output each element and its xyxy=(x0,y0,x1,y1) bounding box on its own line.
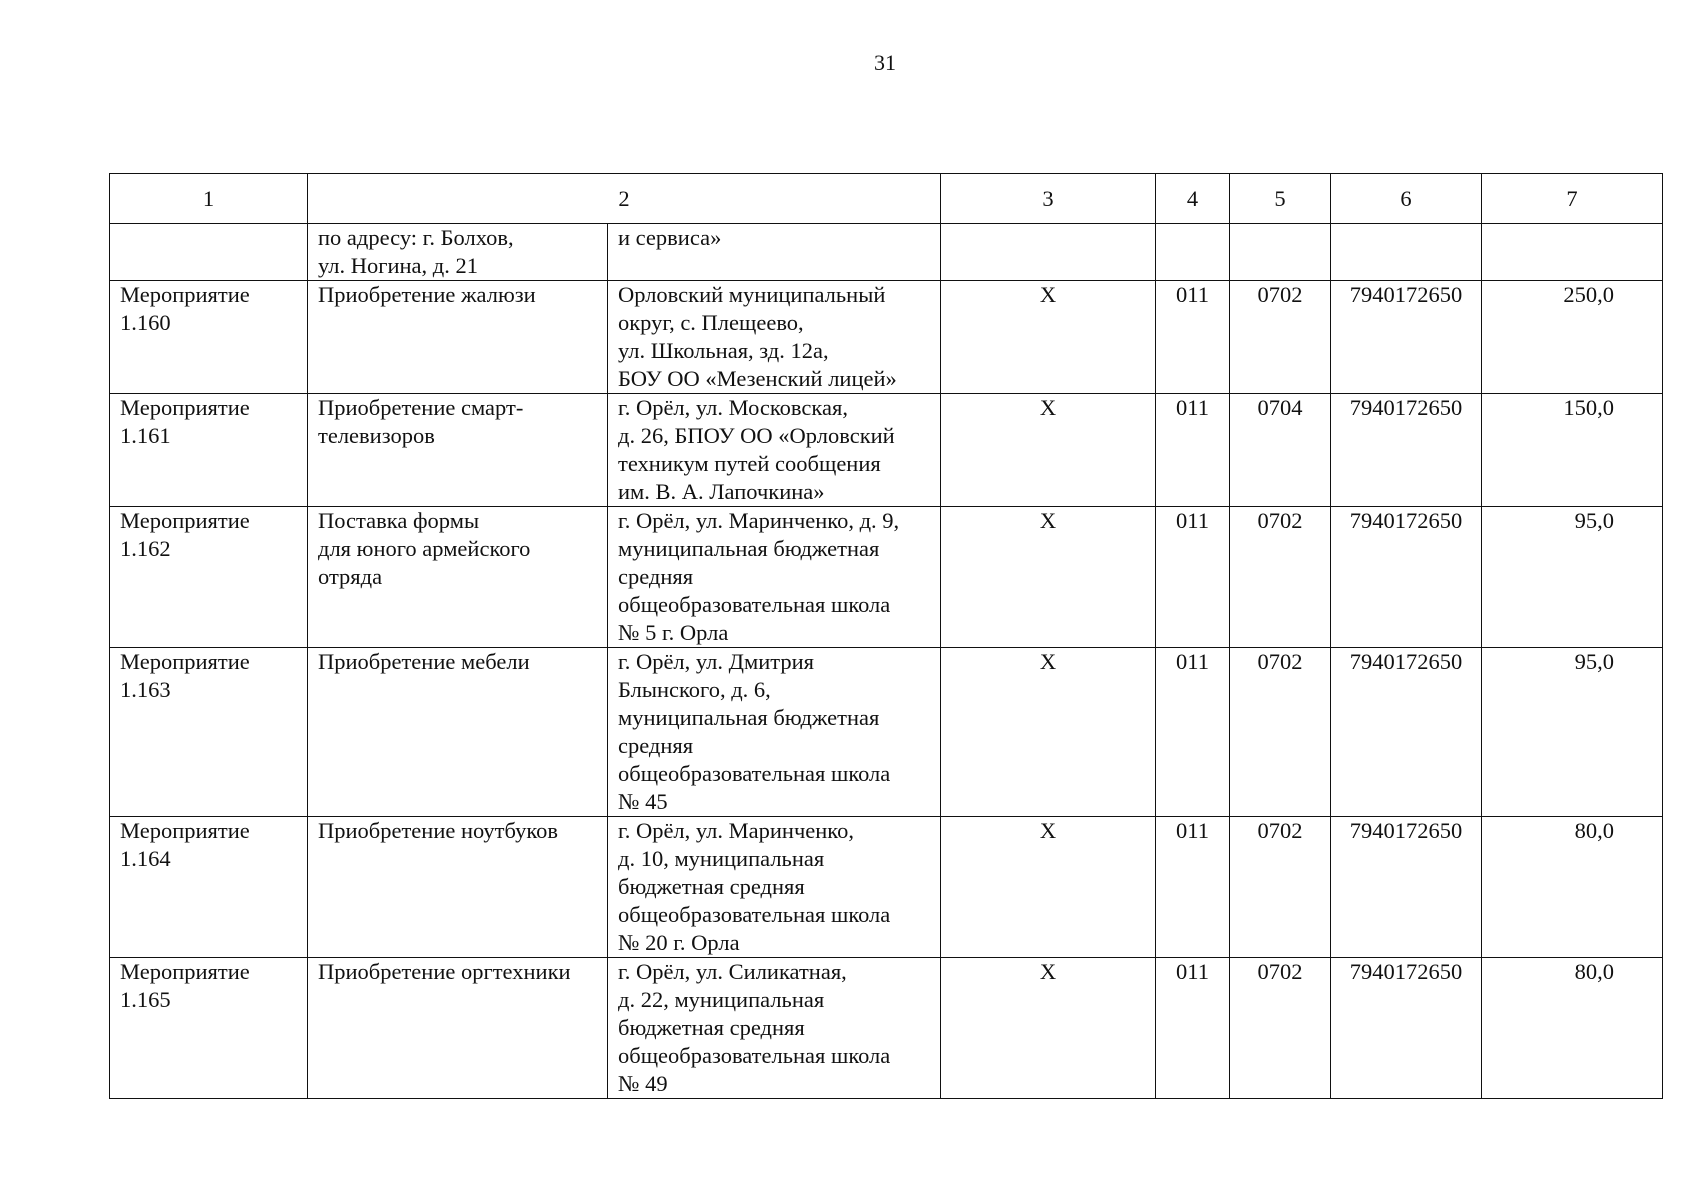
col7-cell: 150,0 xyxy=(1482,394,1663,507)
table-row xyxy=(110,958,1663,1099)
col6-cell: 7940172650 xyxy=(1331,648,1482,817)
col5-cell: 0704 xyxy=(1230,394,1331,507)
address-line: г. Орёл, ул. Дмитрия xyxy=(618,649,815,674)
event-line: Мероприятие xyxy=(120,818,250,843)
event-cell xyxy=(110,958,308,1099)
address-line: № 5 г. Орла xyxy=(618,620,729,645)
address-line: д. 22, муниципальная xyxy=(618,987,825,1012)
object-cell xyxy=(308,958,608,1099)
continuation-col6-cell xyxy=(1331,224,1482,281)
col4-cell: 011 xyxy=(1156,394,1230,507)
address-cell xyxy=(608,958,941,1099)
event-line: Мероприятие xyxy=(120,649,250,674)
address-line: Орловский муниципальный xyxy=(618,282,886,307)
address-line: д. 26, БПОУ ОО «Орловский xyxy=(618,423,895,448)
event-line: 1.164 xyxy=(120,846,171,871)
address-cell xyxy=(608,817,941,958)
address-line: общеобразовательная школа xyxy=(618,592,891,617)
col7-cell: 95,0 xyxy=(1482,507,1663,648)
header-row xyxy=(110,174,1663,224)
address-cell xyxy=(608,281,941,394)
object-line: отряда xyxy=(318,564,383,589)
address-line: бюджетная средняя xyxy=(618,1015,805,1040)
address-line: общеобразовательная школа xyxy=(618,902,891,927)
object-line: Поставка формы xyxy=(318,508,480,533)
object-cell xyxy=(308,281,608,394)
event-cell xyxy=(110,817,308,958)
object-line: Приобретение оргтехники xyxy=(318,959,571,984)
col5-cell: 0702 xyxy=(1230,281,1331,394)
continuation-row xyxy=(110,224,1663,281)
object-line: Приобретение мебели xyxy=(318,649,530,674)
event-line: 1.163 xyxy=(120,677,171,702)
object-line: Приобретение ноутбуков xyxy=(318,818,559,843)
address-line: № 49 xyxy=(618,1071,668,1096)
header-cell-6: 6 xyxy=(1331,174,1482,224)
address-line: г. Орёл, ул. Силикатная, xyxy=(618,959,847,984)
address-line: Блынского, д. 6, xyxy=(618,677,771,702)
address-line: бюджетная средняя xyxy=(618,874,805,899)
event-line: 1.160 xyxy=(120,310,171,335)
event-line: Мероприятие xyxy=(120,959,250,984)
header-cell-2: 2 xyxy=(308,174,941,224)
table-row xyxy=(110,507,1663,648)
continuation-address-line: и сервиса» xyxy=(618,225,722,250)
continuation-col4-cell xyxy=(1156,224,1230,281)
col6-cell: 7940172650 xyxy=(1331,507,1482,648)
address-line: техникум путей сообщения xyxy=(618,451,881,476)
page-number: 31 xyxy=(874,50,896,75)
continuation-object-line: по адресу: г. Болхов, xyxy=(318,225,514,250)
address-cell xyxy=(608,507,941,648)
event-cell xyxy=(110,648,308,817)
col6-cell: 7940172650 xyxy=(1331,958,1482,1099)
address-line: д. 10, муниципальная xyxy=(618,846,825,871)
address-line: № 45 xyxy=(618,789,668,814)
address-line: муниципальная бюджетная xyxy=(618,536,880,561)
event-line: 1.162 xyxy=(120,536,171,561)
col7-cell: 250,0 xyxy=(1482,281,1663,394)
col7-cell: 80,0 xyxy=(1482,958,1663,1099)
header-cell-7: 7 xyxy=(1482,174,1663,224)
address-line: им. В. А. Лапочкина» xyxy=(618,479,825,504)
continuation-event-cell xyxy=(110,224,308,281)
col4-cell: 011 xyxy=(1156,958,1230,1099)
object-cell xyxy=(308,648,608,817)
object-line: Приобретение жалюзи xyxy=(318,282,536,307)
table-row xyxy=(110,394,1663,507)
col5-cell: 0702 xyxy=(1230,648,1331,817)
event-line: Мероприятие xyxy=(120,395,250,420)
budget-table xyxy=(109,173,1663,1099)
col4-cell: 011 xyxy=(1156,507,1230,648)
continuation-col5-cell xyxy=(1230,224,1331,281)
col3-cell: Х xyxy=(941,958,1156,1099)
object-cell xyxy=(308,507,608,648)
address-line: округ, с. Плещеево, xyxy=(618,310,804,335)
continuation-address-cell xyxy=(608,224,941,281)
address-cell xyxy=(608,394,941,507)
address-line: муниципальная бюджетная xyxy=(618,705,880,730)
address-line: БОУ ОО «Мезенский лицей» xyxy=(618,366,897,391)
address-line: общеобразовательная школа xyxy=(618,761,891,786)
event-cell xyxy=(110,507,308,648)
event-line: Мероприятие xyxy=(120,282,250,307)
event-line: Мероприятие xyxy=(120,508,250,533)
event-cell xyxy=(110,394,308,507)
col7-cell: 95,0 xyxy=(1482,648,1663,817)
header-cell-1: 1 xyxy=(110,174,308,224)
address-line: общеобразовательная школа xyxy=(618,1043,891,1068)
address-line: средняя xyxy=(618,564,694,589)
col5-cell: 0702 xyxy=(1230,958,1331,1099)
object-cell xyxy=(308,817,608,958)
col3-cell: Х xyxy=(941,507,1156,648)
address-line: г. Орёл, ул. Маринченко, д. 9, xyxy=(618,508,900,533)
header-cell-5: 5 xyxy=(1230,174,1331,224)
table-row xyxy=(110,281,1663,394)
object-line: Приобретение смарт- xyxy=(318,395,524,420)
header-cell-3: 3 xyxy=(941,174,1156,224)
continuation-object-cell xyxy=(308,224,608,281)
col3-cell: Х xyxy=(941,281,1156,394)
address-line: № 20 г. Орла xyxy=(618,930,740,955)
event-line: 1.161 xyxy=(120,423,171,448)
address-line: средняя xyxy=(618,733,694,758)
col4-cell: 011 xyxy=(1156,817,1230,958)
table-row xyxy=(110,648,1663,817)
address-line: г. Орёл, ул. Московская, xyxy=(618,395,848,420)
col6-cell: 7940172650 xyxy=(1331,281,1482,394)
continuation-col7-cell xyxy=(1482,224,1663,281)
col3-cell: Х xyxy=(941,817,1156,958)
table-row xyxy=(110,817,1663,958)
header-cell-4: 4 xyxy=(1156,174,1230,224)
continuation-object-line: ул. Ногина, д. 21 xyxy=(318,253,478,278)
col3-cell: Х xyxy=(941,648,1156,817)
event-line: 1.165 xyxy=(120,987,171,1012)
col4-cell: 011 xyxy=(1156,648,1230,817)
object-cell xyxy=(308,394,608,507)
event-cell xyxy=(110,281,308,394)
object-line: телевизоров xyxy=(318,423,435,448)
object-line: для юного армейского xyxy=(318,536,531,561)
col6-cell: 7940172650 xyxy=(1331,817,1482,958)
address-line: г. Орёл, ул. Маринченко, xyxy=(618,818,854,843)
col6-cell: 7940172650 xyxy=(1331,394,1482,507)
address-line: ул. Школьная, зд. 12а, xyxy=(618,338,829,363)
col7-cell: 80,0 xyxy=(1482,817,1663,958)
continuation-col3-cell xyxy=(941,224,1156,281)
col5-cell: 0702 xyxy=(1230,507,1331,648)
col3-cell: Х xyxy=(941,394,1156,507)
col4-cell: 011 xyxy=(1156,281,1230,394)
address-cell xyxy=(608,648,941,817)
col5-cell: 0702 xyxy=(1230,817,1331,958)
